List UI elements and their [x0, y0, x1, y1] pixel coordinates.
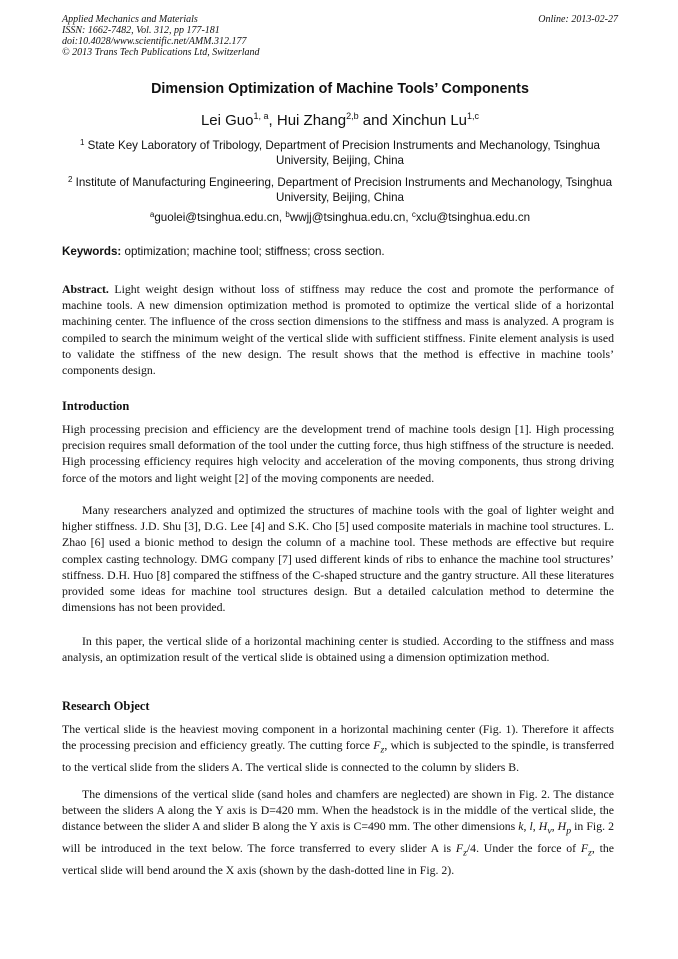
doi-line: doi:10.4028/www.scientific.net/AMM.312.177 — [62, 36, 247, 47]
text-run: /4. Under the force of — [466, 840, 581, 855]
symbol-subscript: p — [566, 825, 572, 837]
issn-line: ISSN: 1662-7482, Vol. 312, pp 177-181 — [62, 25, 220, 36]
journal-name: Applied Mechanics and Materials — [62, 14, 198, 25]
symbol-hv: H — [538, 819, 548, 834]
text-run: , — [551, 819, 558, 834]
email-superscript: a — [149, 210, 155, 219]
introduction-paragraph-3: In this paper, the vertical slide of a horizontal machining center is studied. According to the stiffness and mass analysis, an optimization result of the vertical slide is obtained using a dimension optimization method. — [62, 634, 614, 665]
email-superscript: b — [285, 210, 290, 219]
symbol-force: F — [580, 840, 589, 855]
symbol-l: l — [529, 819, 533, 834]
section-heading-introduction: Introduction — [62, 399, 130, 413]
symbol-subscript: v — [547, 825, 552, 837]
keywords-label: Keywords: — [62, 245, 122, 258]
affiliation-number: 1 — [79, 138, 85, 147]
text-run: The vertical slide is the heaviest moving component in a horizontal machining center (Fig. 1). Therefore it affects the processing precision and efficiency greatly. The cutting force — [62, 722, 614, 753]
email-address: guolei@tsinghua.edu.cn, — [154, 211, 286, 224]
text-run: The dimensions of the vertical slide (sand holes and chamfers are neglected) are shown in Fig. 2. The distance between the sliders A along the Y axis is D=420 mm. When the headstock is in the middle of the vertical slide, the distance between the slider A and slider B along the Y axis is C=490 mm. The other dimensions — [62, 787, 614, 834]
author-list — [62, 112, 618, 129]
keywords — [62, 245, 618, 258]
author-separator: and — [358, 112, 392, 129]
research-paragraph-1 — [62, 721, 614, 775]
author-superscript: 2,b — [346, 111, 359, 121]
research-paragraph-2 — [62, 786, 614, 878]
affiliation-1 — [62, 138, 618, 168]
symbol-force: F — [455, 840, 464, 855]
introduction-paragraph-2: Many researchers analyzed and optimized the structures of machine tools with the goal of lighter weight and higher stiffness. J.D. Shu [3], D.G. Lee [4] and S.K. Cho [5] used composite materials in machine tool structures. L. Zhao [6] used a bionic method to design the column of a machine tool. These methods are effective but require complex casting technology. DMG company [7] used different kinds of ribs to enhance the machine tool structures’ stiffness. D.H. Huo [8] compared the stiffness of the C-shaped structure and the gantry structure. All these literatures provided some ideas for machine tool structures design. But a detailed calculation method to determine the dimensions has not been provided. — [62, 503, 614, 615]
author-name: Hui Zhang — [276, 112, 347, 129]
affiliation-text: Institute of Manufacturing Engineering, Department of Precision Instruments and Mechanology, Tsinghua University, Beijing, China — [75, 176, 613, 204]
introduction-paragraph-1: High processing precision and efficiency are the development trend of machine tools design [1]. High processing precision requires small deformation of the tool under the cutting force, thus high stiffness of the structure is needed. High processing efficiency requires high velocity and acceleration of the moving components, thus strong driving force of the motors and light weight [2] of the moving components are needed. — [62, 422, 614, 485]
email-address: wwjj@tsinghua.edu.cn, — [289, 211, 412, 224]
online-date: Online: 2013-02-27 — [538, 14, 618, 25]
abstract-label: Abstract. — [62, 282, 109, 296]
section-heading-research-object: Research Object — [62, 699, 150, 713]
text-run: , the vertical slide will bend around the X axis (shown by the dash-dotted line in Fig. 2). — [62, 840, 615, 877]
author-separator: , — [268, 112, 277, 129]
symbol-subscript: z — [588, 847, 592, 859]
affiliation-text: State Key Laboratory of Tribology, Department of Precision Instruments and Mechanology, Tsinghua University, Beijing, China — [87, 139, 601, 167]
symbol-subscript: z — [463, 847, 467, 859]
symbol-subscript: z — [380, 744, 385, 756]
symbol-force: F — [373, 738, 381, 753]
text-run: , — [532, 819, 539, 834]
author-superscript: 1,c — [467, 111, 480, 121]
email-line — [62, 210, 618, 225]
journal-header — [62, 14, 618, 58]
email-superscript: c — [411, 210, 416, 219]
abstract-text: Light weight design without loss of stiffness may reduce the cost and promote the performance of machine tools. A new dimension optimization method is promoted to optimize the vertical slide of a horizontal machining center. The influence of the cross section dimensions to the stiffness and mass is analyzed. A program is compiled to search the minimum weight of the vertical slide with sufficient stiffness. Finite element analysis is used to validate the stiffness of the new design. The result shows that the method is effective in machine tools’ components design. — [62, 282, 614, 378]
email-address: xclu@tsinghua.edu.cn — [415, 211, 531, 224]
affiliation-number: 2 — [67, 175, 73, 184]
affiliation-2 — [62, 175, 618, 205]
text-run: , which is subjected to the spindle, is transferred to the vertical slide from the sliders A. The vertical slide is connected to the column by sliders B. — [62, 738, 614, 774]
author-name: Xinchun Lu — [391, 112, 468, 129]
abstract — [62, 281, 614, 378]
text-run: in Fig. 2 will be introduced in the text below. The force transferred to every slider A is — [62, 819, 614, 855]
text-run: , — [523, 819, 530, 834]
keywords-text: optimization; machine tool; stiffness; cross section. — [121, 245, 385, 258]
copyright-line: © 2013 Trans Tech Publications Ltd, Switzerland — [62, 47, 260, 58]
symbol-hp: H — [557, 819, 567, 834]
symbol-k: k — [518, 819, 524, 834]
paper-title: Dimension Optimization of Machine Tools’ Components — [151, 81, 529, 97]
author-superscript: 1, a — [253, 111, 269, 121]
author-name: Lei Guo — [200, 112, 254, 129]
